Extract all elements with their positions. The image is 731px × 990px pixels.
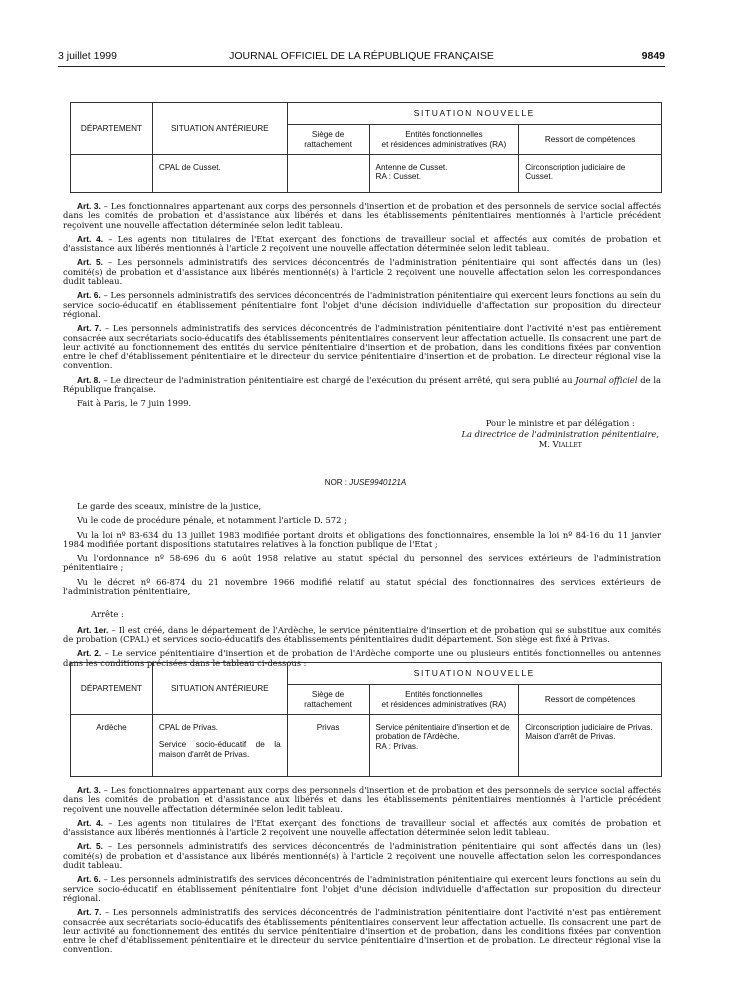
article-2: Art. 2. – Le service pénitentiaire d'insertion et de probation de l'Ardèche comporte une ou plusieurs entités fonctionnelles ou antennes dans les conditions précisées dans le tableau ci-dessous :	[63, 648, 662, 668]
articles-section-1	[63, 202, 661, 414]
article-8: Art. 8. – Le directeur de l'administration pénitentiaire est chargé de l'exécution du présent arrêté, qui sera publié au Journal officiel de la République française.	[63, 374, 661, 395]
signature-line-1: Pour le ministre et par délégation :	[485, 418, 635, 428]
article-7: Art. 7. – Les personnels administratifs des services déconcentrés de l'administration pénitentiaire dont l'activité n'est pas entièrement consacrée aux secrétariats socio-éducatifs des établissements pénitentiaires conservent leur affectation actuelle. Ils consacrent une part de leur activité au fonctionnement des entités du service pénitentiaire d'insertion et de probation, dans les conditions fixées par convention entre le chef d'établissement pénitentiaire et le directeur du service pénitentiaire d'insertion et de probation. Le directeur régional vise la convention.	[63, 323, 662, 371]
fait-a-paris: Fait à Paris, le 7 juin 1999.	[77, 398, 192, 409]
signature-name: M. Viallet	[538, 439, 582, 449]
cell-situation-anterieure: CPAL de Privas. Service socio-éducatif de la maison d'arrêt de Privas.	[152, 715, 287, 777]
cell-siege: Privas	[287, 715, 369, 777]
header-date: 3 juillet 1999	[58, 50, 117, 62]
signature-block	[461, 418, 659, 450]
nor-reference: NOR : JUSE9940121A	[324, 478, 407, 487]
article-6: Art. 6. – Les personnels administratifs des services déconcentrés de l'administration pénitentiaire qui exercent leurs fonctions au sein du service socio-éducatif en établissement pénitentiaire font l'objet d'une décision individuelle d'affectation sur proposition du directeur régional.	[63, 874, 661, 903]
col-header-departement: DÉPARTEMENT	[71, 663, 153, 715]
cell-departement	[71, 155, 153, 193]
visa-code-procedure: Vu le code de procédure pénale, et notamment l'article D. 572 ;	[77, 515, 347, 526]
article-1: Art. 1er. – Il est créé, dans le département de l'Ardèche, le service pénitentiaire d'insertion et de probation qui se substitue aux comités de probation (CPAL) et services socio-éducatifs des établissements pénitentiaires dudit département. Son siège est fixé à Privas.	[63, 624, 662, 644]
article-4: Art. 4. – Les agents non titulaires de l'Etat exerçant des fonctions de travailleur social et affectés aux comités de probation et d'assistance aux libérés mentionnés à l'article 2 reçoivent une nouvelle affectation déterminée selon ledit tableau.	[63, 233, 661, 254]
header-journal-title: JOURNAL OFFICIEL DE LA RÉPUBLIQUE FRANÇAISE	[229, 50, 494, 62]
assignment-table-2	[70, 662, 662, 777]
article-6: Art. 6. – Les personnels administratifs des services déconcentrés de l'administration pénitentiaire qui exercent leurs fonctions au sein du service socio-éducatif en établissement pénitentiaire font l'objet d'une décision individuelle d'affectation sur proposition du directeur régional.	[63, 290, 661, 319]
article-7: Art. 7. – Les personnels administratifs des services déconcentrés de l'administration pénitentiaire dont l'activité n'est pas entièrement consacrée aux secrétariats socio-éducatifs des établissements pénitentiaires conservent leur affectation actuelle. Ils consacrent une part de leur activité au fonctionnement des entités du service pénitentiaire d'insertion et de probation, dans les conditions fixées par convention entre le chef d'établissement pénitentiaire et le directeur du service pénitentiaire d'insertion et de probation. Le directeur régional vise la convention.	[63, 907, 662, 955]
visas-section	[63, 502, 661, 673]
col-header-situation-nouvelle: SITUATION NOUVELLE	[287, 663, 661, 685]
col-header-siege: Siège de rattachement	[287, 125, 369, 155]
arrete-heading: Arrête :	[91, 609, 124, 620]
cell-siege	[287, 155, 369, 193]
col-header-siege: Siège de rattachement	[287, 685, 369, 715]
col-header-departement: DÉPARTEMENT	[71, 103, 153, 155]
article-4: Art. 4. – Les agents non titulaires de l'Etat exerçant des fonctions de travailleur social et affectés aux comités de probation et d'assistance aux libérés mentionnés à l'article 2 reçoivent une nouvelle affectation déterminée selon ledit tableau.	[63, 817, 661, 838]
cell-ressort: Circonscription judiciaire de Cusset.	[519, 155, 662, 193]
col-header-ressort: Ressort de compétences	[519, 125, 662, 155]
cell-entites: Service pénitentiaire d'insertion et de probation de l'Ardèche. RA : Privas.	[369, 715, 519, 777]
visa-ordonnance-58-696: Vu l'ordonnance nº 58-696 du 6 août 1958 relative au statut spécial du personnel des services extérieurs de l'administration pénitentiaire ;	[63, 553, 661, 573]
header-page-number: 9849	[641, 50, 665, 62]
header-rule	[58, 66, 665, 67]
cell-departement: Ardèche	[71, 715, 153, 777]
col-header-entites: Entités fonctionnelles et résidences administratives (RA)	[369, 685, 519, 715]
col-header-ressort: Ressort de compétences	[519, 685, 662, 715]
article-3: Art. 3. – Les fonctionnaires appartenant aux corps des personnels d'insertion et de probation et des personnels de service social affectés dans les comités de probation et d'assistance aux libérés et dans les établissements pénitentiaires mentionnés à l'article précédent reçoivent une nouvelle affectation déterminée selon ledit tableau.	[63, 785, 661, 814]
assignment-table-1	[70, 102, 662, 193]
page-header	[58, 50, 665, 64]
visa-garde-des-sceaux: Le garde des sceaux, ministre de la justice,	[77, 501, 262, 511]
visa-decret-66-874: Vu le décret nº 66-874 du 21 novembre 1966 modifié relatif au statut spécial des fonctionnaires des services extérieurs de l'administration pénitentiaire,	[63, 576, 661, 597]
cell-ressort: Circonscription judiciaire de Privas. Maison d'arrêt de Privas.	[519, 715, 662, 777]
article-5: Art. 5. – Les personnels administratifs des services déconcentrés de l'administration pénitentiaire qui sont affectés dans un (les) comité(s) de probation et d'assistance aux libérés mentionné(s) à l'article 2 reçoivent une nouvelle affectation selon les correspondances dudit tableau.	[63, 841, 662, 871]
article-5: Art. 5. – Les personnels administratifs des services déconcentrés de l'administration pénitentiaire qui sont affectés dans un (les) comité(s) de probation et d'assistance aux libérés mentionné(s) à l'article 2 reçoivent une nouvelle affectation selon les correspondances dudit tableau.	[63, 257, 662, 287]
col-header-situation-anterieure: SITUATION ANTÉRIEURE	[152, 103, 287, 155]
cell-situation-anterieure: CPAL de Cusset.	[152, 155, 287, 193]
col-header-situation-anterieure: SITUATION ANTÉRIEURE	[152, 663, 287, 715]
col-header-situation-nouvelle: SITUATION NOUVELLE	[287, 103, 661, 125]
signature-line-2: La directrice de l'administration pénitentiaire,	[461, 428, 659, 439]
col-header-entites: Entités fonctionnelles et résidences administratives (RA)	[369, 125, 519, 155]
article-3: Art. 3. – Les fonctionnaires appartenant aux corps des personnels d'insertion et de probation et des personnels de service social affectés dans les comités de probation et d'assistance aux libérés et dans les établissements pénitentiaires mentionnés à l'article précédent reçoivent une nouvelle affectation déterminée selon ledit tableau.	[63, 201, 661, 230]
cell-entites: Antenne de Cusset. RA : Cusset.	[369, 155, 519, 193]
articles-section-2	[63, 786, 661, 960]
visa-loi-83-634: Vu la loi nº 83-634 du 13 juillet 1983 modifiée portant droits et obligations des fonctionnaires, ensemble la loi nº 84-16 du 11 janvier 1984 modifiée portant dispositions statutaires relatives à la fonction publique de l'Etat ;	[63, 529, 661, 549]
